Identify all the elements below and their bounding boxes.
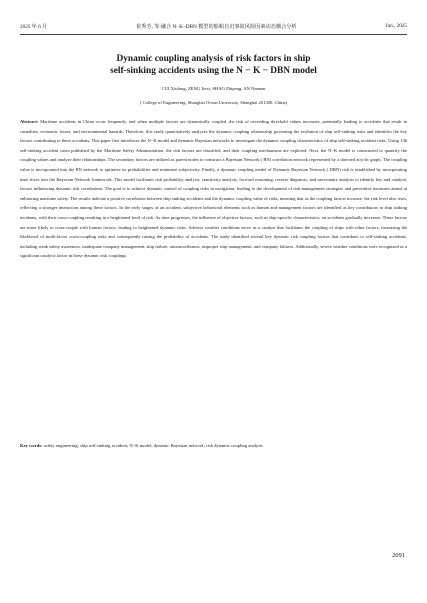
abstract-label: Abstract: xyxy=(20,119,39,124)
title-line-2: self-sinking accidents using the N − K − DBN model xyxy=(110,66,317,76)
page-number: 2091 xyxy=(392,552,405,559)
header-date-en: Jun., 2025 xyxy=(385,23,407,29)
abstract-text: Maritime accidents in China occur frequently, and when multiple factors are dynamically coupled, the risk of exceeding threshold values increases, potentially leading to accidents that result in casualties, economic losses, and environmental hazards. Therefore, this study quantitatively analyzes the dynamic coupling relationship governing the evolution of ship self-sinking risks and identifies the key factors contributing to these accidents. This paper first introduces the N−K model and dynamic Bayesian networks to investigate the dynamic coupling characteristics of ship self-sinking accident risks. Using 146 self-sinking accident cases published by the Maritime Safety Administration, the risk factors are classified, and their coupling mechanisms are explored. Next, the N−K model is constructed to quantify the coupling values and analyze their relationships. The secondary factors are utilized as parent nodes to construct a Bayesian Network ( BN) correlation network represented by a directed acyclic graph. The coupling value is incorporated into the BN network to optimize its probabilities and minimize subjectivity. Finally, a dynamic coupling model of Dynamic Bayesian Network ( DBN) risk is established by incorporating time slices into the Bayesian Network framework. This model facilitates risk probability analysis, sensitivity analysis, forward reasoning, reverse diagnosis, and uncertainty analysis to identify key and catalytic factors influencing dynamic risk correlations. The goal is to achieve dynamic control of coupling risks in navigation, leading to the development of risk management strategies and preventive measures aimed at enhancing maritime safety. The results indicate a positive correlation between ship sinking accidents and the dynamic coupling value of risks, meaning that as the coupling factors increase, the risk level also rises, reflecting a stronger interaction among these factors. In the early stages of an accident, subjective behavioral elements such as human and management factors are identified as key contributors to ship sinking incidents, with their cross-coupling resulting in a heightened level of risk. As time progresses, the influence of objective factors, such as ship-specific characteristics, on accidents gradually increases. These factors are more likely to cross-couple with human factors, leading to heightened dynamic risks. Adverse weather conditions serve as a catalyst that facilitates the coupling of ships with other factors, increasing the likelihood of multi-factor cross-coupling risks and consequently raising the probability of accidents. The study identified several key dynamic risk coupling factors that contribute to self-sinking accidents, including weak safety awareness, inadequate company management, ship failure, unseaworthiness, improper ship management, and company failures. Additionally, severe weather conditions were recognized as a significant catalytic factor in these dynamic risk couplings. xyxy=(20,119,407,259)
title-line-1: Dynamic coupling analysis of risk factors in ship xyxy=(116,54,311,64)
header-running-title: 崔秀芳, 等:融合 N−K−DBN 模型的船舶自沉事故风险因素动态耦合分析 xyxy=(136,23,297,30)
keywords-text: safety engineering; ship self-sinking accident; N−K model; dynamic Bayesian network; risk dynamic coupling analysis xyxy=(42,443,264,448)
keywords-block xyxy=(20,441,407,451)
abstract-block xyxy=(20,117,407,261)
paper-title xyxy=(40,53,387,77)
running-header xyxy=(20,18,407,35)
author-list: CUI Xiufang, ZENG Jiexi, SHAO Zhipeng, AN Nannan xyxy=(161,86,266,91)
keywords-label: Key words: xyxy=(20,443,43,448)
affiliation: ( College of Engineering, Shanghai Ocean University, Shanghai 201306, China) xyxy=(139,100,288,105)
header-date: 2025 年 6 月 xyxy=(20,23,48,30)
